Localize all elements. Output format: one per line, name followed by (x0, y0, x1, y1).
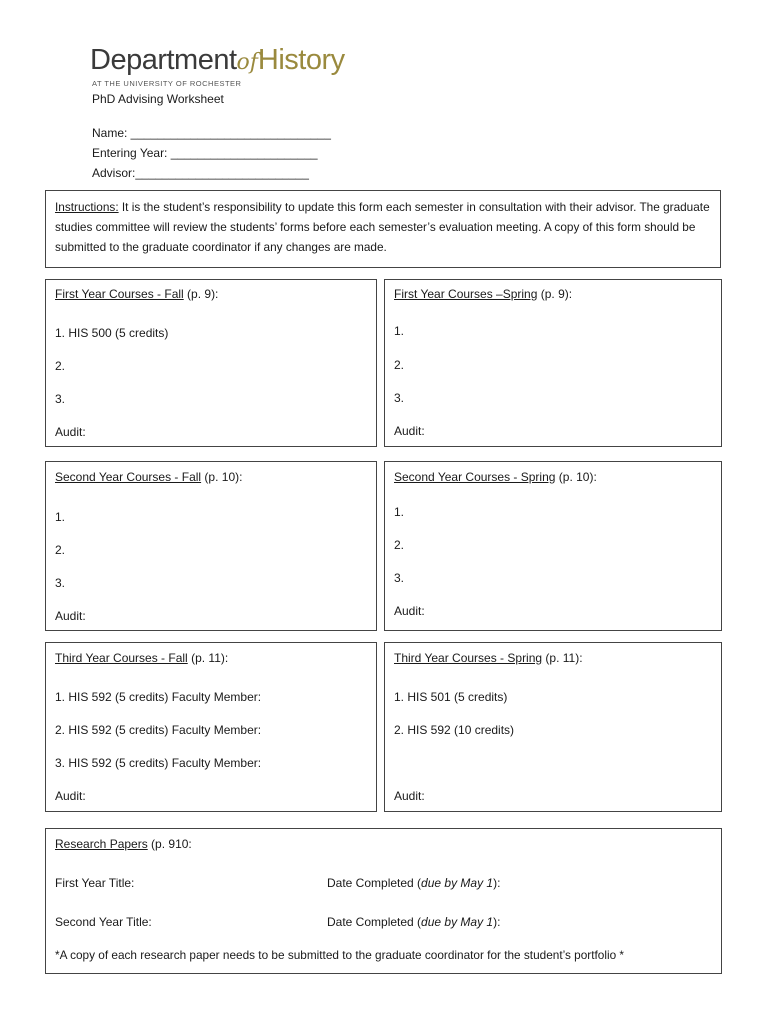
first-year-fall-audit: Audit: (55, 425, 86, 439)
second-year-spring-course-3: 3. (394, 571, 405, 585)
second-year-spring-box (384, 461, 722, 631)
first-year-date-completed (327, 876, 500, 890)
instructions-text (55, 197, 715, 257)
third-year-fall-course-3: 3. HIS 592 (5 credits) Faculty Member: (55, 756, 262, 770)
third-year-spring-box (384, 642, 722, 812)
logo-university-subtitle: AT THE UNIVERSITY OF ROCHESTER (92, 79, 242, 88)
second-year-fall-page: (p. 10): (201, 470, 243, 484)
second-year-spring-audit: Audit: (394, 604, 425, 618)
second-year-spring-page: (p. 10): (555, 470, 597, 484)
third-year-fall-box (45, 642, 377, 812)
document-title: PhD Advising Worksheet (92, 92, 224, 106)
first-year-spring-box (384, 279, 722, 447)
first-year-spring-audit: Audit: (394, 424, 425, 438)
research-papers-title: Research Papers (55, 837, 148, 851)
third-year-fall-title: Third Year Courses - Fall (55, 651, 188, 665)
second-year-fall-course-3: 3. (55, 576, 66, 590)
advisor-label: Advisor: (92, 166, 136, 180)
research-papers-heading (55, 837, 192, 851)
research-papers-box (45, 828, 722, 974)
third-year-fall-page: (p. 11): (187, 651, 229, 665)
research-papers-note: *A copy of each research paper needs to be submitted to the graduate coordinator for the student’s portfolio * (55, 948, 625, 962)
first-year-title-field: First Year Title: (55, 876, 135, 890)
entering-year-field: Entering Year: ______________________ (92, 146, 318, 160)
second-year-fall-box (45, 461, 377, 631)
second-date-prefix: Date Completed ( (327, 915, 422, 929)
third-year-fall-course-1: 1. HIS 592 (5 credits) Faculty Member: (55, 690, 262, 704)
logo-history-text: History (257, 44, 345, 76)
third-year-spring-course-1: 1. HIS 501 (5 credits) (394, 690, 508, 704)
first-year-spring-course-3: 3. (394, 391, 405, 405)
instructions-box (45, 190, 721, 268)
first-date-suffix: ): (493, 876, 501, 890)
first-year-spring-page: (p. 9): (537, 287, 573, 301)
research-papers-page: (p. 910: (147, 837, 192, 851)
third-year-fall-audit: Audit: (55, 789, 86, 803)
advisor-blank: __________________________ (135, 166, 309, 180)
first-date-prefix: Date Completed ( (327, 876, 422, 890)
first-year-fall-box (45, 279, 377, 447)
second-year-title-field: Second Year Title: (55, 915, 152, 929)
third-year-fall-heading (55, 651, 228, 665)
department-logo (90, 44, 345, 77)
first-year-spring-heading (394, 287, 572, 301)
second-year-spring-course-1: 1. (394, 505, 405, 519)
first-year-fall-title: First Year Courses - Fall (55, 287, 184, 301)
first-year-fall-course-1: 1. HIS 500 (5 credits) (55, 326, 169, 340)
second-year-fall-heading (55, 470, 242, 484)
first-year-spring-course-2: 2. (394, 358, 405, 372)
first-year-fall-course-2: 2. (55, 359, 66, 373)
first-year-fall-heading (55, 287, 218, 301)
second-year-date-completed (327, 915, 500, 929)
first-year-spring-course-1: 1. (394, 324, 405, 338)
name-field: Name: ______________________________ (92, 126, 331, 140)
third-year-spring-title: Third Year Courses - Spring (394, 651, 543, 665)
second-year-spring-course-2: 2. (394, 538, 405, 552)
second-year-fall-audit: Audit: (55, 609, 86, 623)
third-year-spring-heading (394, 651, 583, 665)
logo-of-text: of (236, 50, 258, 75)
first-year-spring-title: First Year Courses –Spring (394, 287, 538, 301)
second-year-fall-title: Second Year Courses - Fall (55, 470, 202, 484)
second-year-spring-title: Second Year Courses - Spring (394, 470, 556, 484)
third-year-fall-course-2: 2. HIS 592 (5 credits) Faculty Member: (55, 723, 262, 737)
third-year-spring-page: (p. 11): (542, 651, 583, 665)
second-year-fall-course-1: 1. (55, 510, 66, 524)
third-year-spring-course-2: 2. HIS 592 (10 credits) (394, 723, 515, 737)
logo-department-text: Department (90, 44, 237, 76)
second-date-due: due by May 1 (421, 915, 494, 929)
instructions-body: It is the student’s responsibility to update this form each semester in consultation with their advisor. The graduate studies committee will review the students’ forms before each semester’s evaluation meeting. A copy of this form should be submitted to the graduate coordinator if any changes are made. (55, 200, 710, 254)
second-year-fall-course-2: 2. (55, 543, 66, 557)
advisor-field (92, 166, 309, 180)
second-year-spring-heading (394, 470, 597, 484)
second-date-suffix: ): (493, 915, 501, 929)
first-year-fall-page: (p. 9): (183, 287, 219, 301)
first-date-due: due by May 1 (421, 876, 494, 890)
first-year-fall-course-3: 3. (55, 392, 66, 406)
instructions-label: Instructions: (55, 200, 119, 214)
third-year-spring-audit: Audit: (394, 789, 425, 803)
